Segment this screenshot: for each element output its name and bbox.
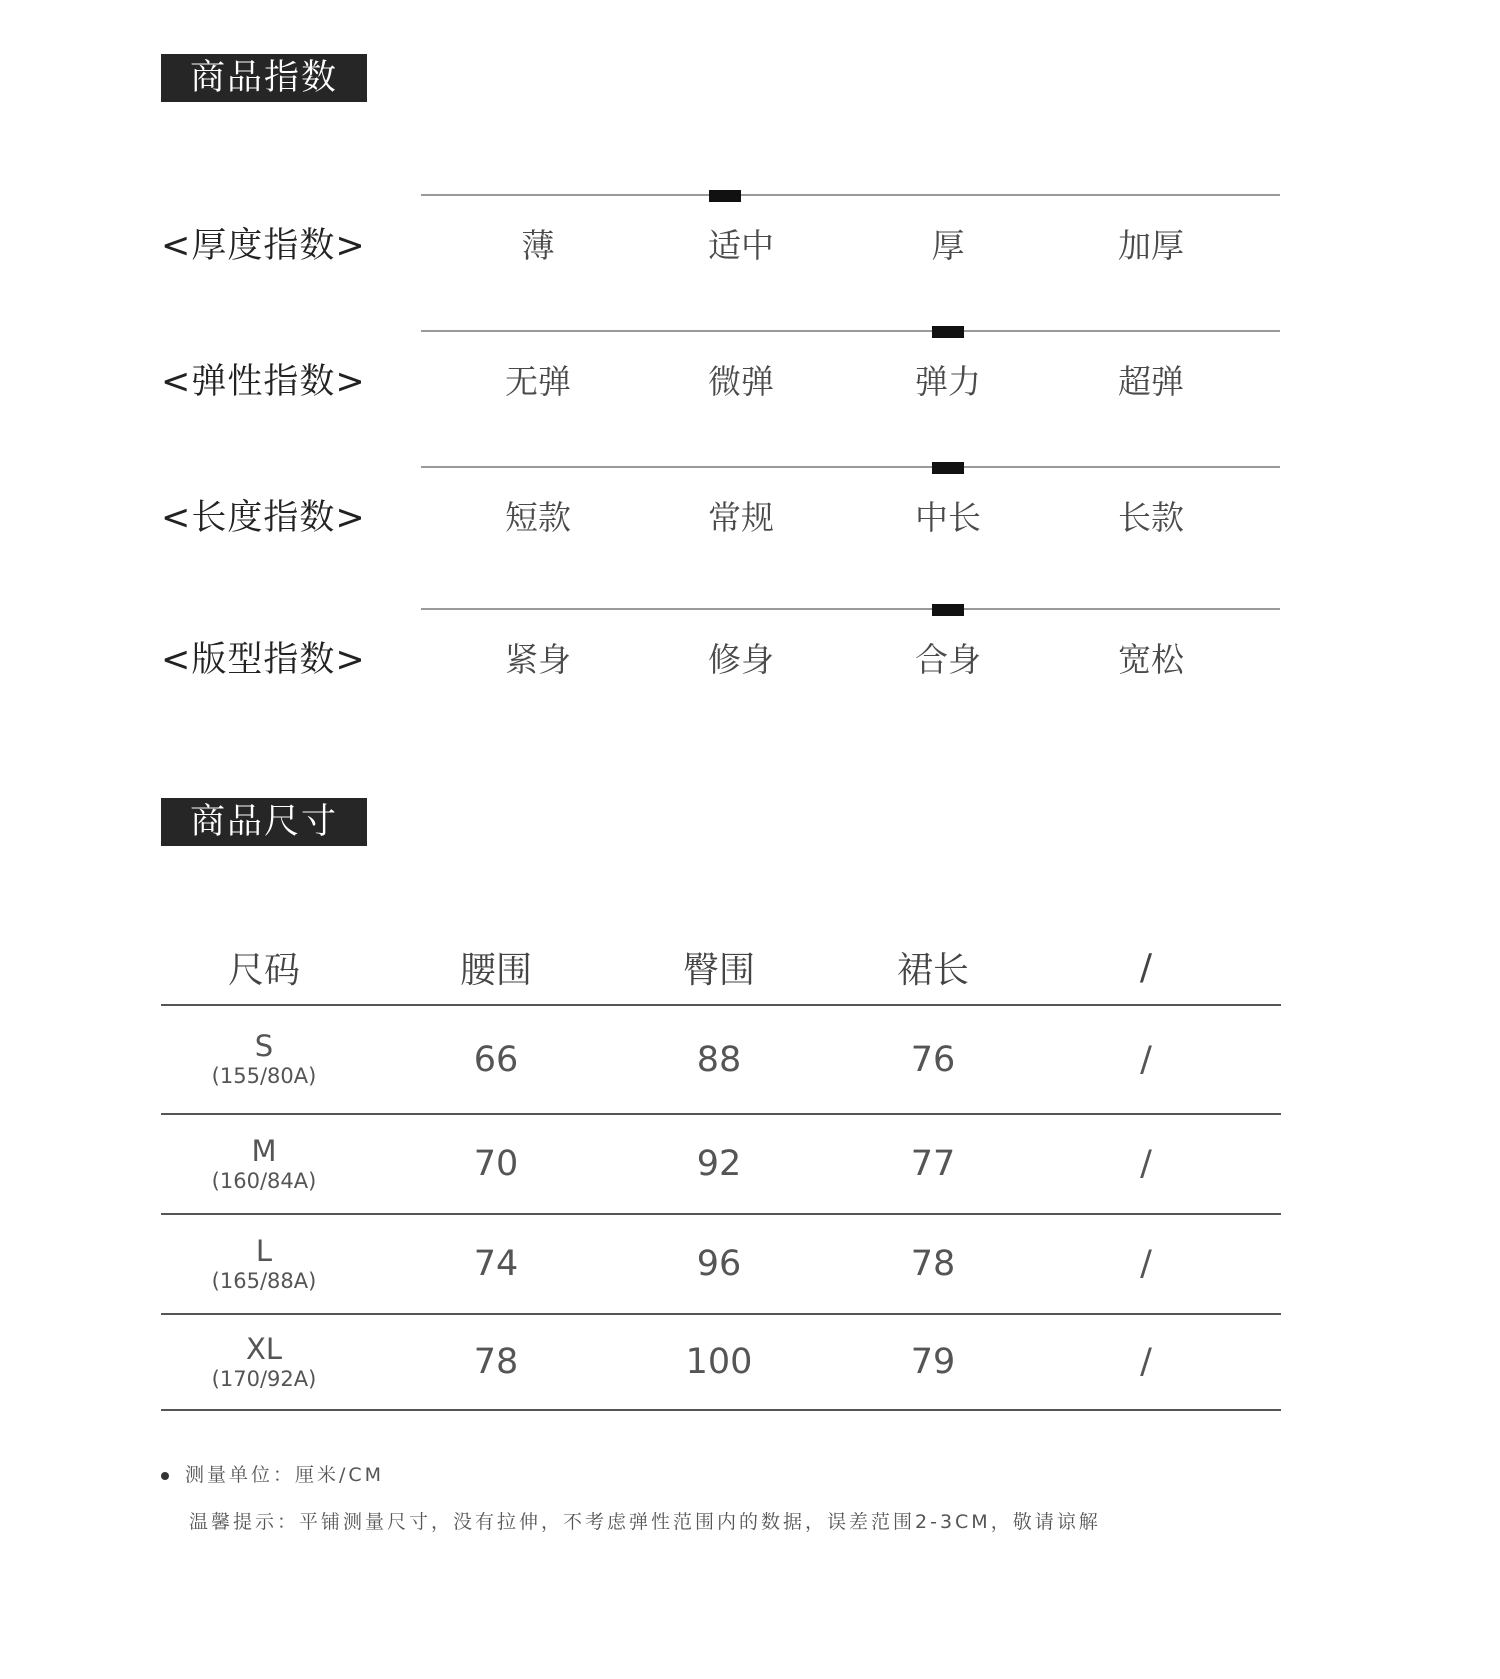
index-row	[0, 330, 1500, 420]
scale-option: 弹力	[915, 362, 981, 401]
value-cell-waist: 78	[473, 1342, 519, 1382]
index-label: <弹性指数>	[161, 362, 366, 402]
size-spec: (155/80A)	[211, 1064, 317, 1088]
size-name: S	[254, 1029, 274, 1063]
header-length: 裙长	[896, 949, 970, 991]
header-hip: 臀围	[682, 949, 756, 991]
scale-line	[421, 194, 1280, 265]
table-header	[161, 930, 1281, 1006]
index-row	[0, 608, 1500, 698]
value-cell-waist: 70	[473, 1144, 519, 1184]
scale-option: 无弹	[505, 362, 571, 401]
table-row	[161, 1215, 1281, 1315]
scale-option: 修身	[708, 640, 774, 679]
value-cell-length: 79	[910, 1342, 956, 1382]
header-waist: 腰围	[459, 949, 533, 991]
size-section-title: 商品尺寸	[161, 798, 367, 846]
note-unit-text: 测量单位：厘米/CM	[185, 1464, 385, 1486]
size-cell	[212, 1315, 317, 1409]
value-cell-hip: 96	[696, 1244, 742, 1284]
value-cell-length: 76	[910, 1039, 956, 1080]
value-cell-extra: /	[1140, 1342, 1152, 1382]
size-name: M	[251, 1133, 277, 1168]
size-table	[161, 930, 1281, 1411]
header-extra: /	[1139, 946, 1153, 988]
index-label: <版型指数>	[161, 640, 366, 680]
size-name: XL	[245, 1331, 283, 1366]
scale-line	[421, 608, 1280, 679]
size-spec: (170/92A)	[211, 1366, 317, 1391]
scale-option: 短款	[505, 498, 571, 537]
scale-marker	[932, 604, 964, 616]
notes	[161, 1460, 1101, 1534]
index-label: <长度指数>	[161, 498, 366, 538]
size-cell	[212, 1115, 317, 1213]
value-cell-length: 78	[910, 1244, 956, 1284]
size-spec: (160/84A)	[211, 1168, 317, 1193]
header-size: 尺码	[227, 949, 301, 991]
size-cell	[212, 1006, 317, 1113]
value-cell-hip: 92	[696, 1144, 742, 1184]
value-cell-extra: /	[1140, 1244, 1152, 1284]
scale-option: 适中	[708, 226, 774, 265]
table-row	[161, 1115, 1281, 1215]
scale-option: 超弹	[1118, 362, 1184, 401]
scale-option: 薄	[521, 226, 555, 265]
value-cell-waist: 66	[473, 1039, 519, 1080]
index-section-title: 商品指数	[161, 54, 367, 102]
scale-option: 微弹	[708, 362, 774, 401]
table-body	[161, 1006, 1281, 1411]
note-tip: 温馨提示：平铺测量尺寸，没有拉伸，不考虑弹性范围内的数据，误差范围2-3CM，敬请谅解	[189, 1511, 1101, 1533]
scale-marker	[932, 326, 964, 338]
scale-option: 宽松	[1118, 640, 1184, 679]
value-cell-hip: 88	[696, 1039, 742, 1080]
value-cell-length: 77	[910, 1144, 956, 1184]
note-unit	[161, 1460, 1101, 1487]
index-label: <厚度指数>	[161, 226, 366, 266]
value-cell-waist: 74	[473, 1244, 519, 1284]
size-name: L	[255, 1233, 273, 1268]
scale-line	[421, 330, 1280, 401]
scale-option: 常规	[708, 498, 774, 537]
index-row	[0, 466, 1500, 556]
table-row	[161, 1006, 1281, 1115]
scale-option: 长款	[1118, 498, 1184, 537]
value-cell-extra: /	[1140, 1039, 1152, 1080]
scale-line	[421, 466, 1280, 537]
size-spec: (165/88A)	[211, 1268, 317, 1293]
scale-option: 合身	[915, 640, 981, 679]
value-cell-hip: 100	[685, 1342, 753, 1382]
scale-option: 紧身	[505, 640, 571, 679]
table-row	[161, 1315, 1281, 1411]
index-row	[0, 194, 1500, 284]
scale-marker	[932, 462, 964, 474]
value-cell-extra: /	[1140, 1144, 1152, 1184]
scale-marker	[709, 190, 741, 202]
scale-option: 加厚	[1118, 226, 1184, 265]
scale-option: 中长	[915, 498, 981, 537]
scale-option: 厚	[931, 226, 965, 265]
size-cell	[212, 1215, 317, 1313]
bullet-icon	[161, 1472, 169, 1480]
